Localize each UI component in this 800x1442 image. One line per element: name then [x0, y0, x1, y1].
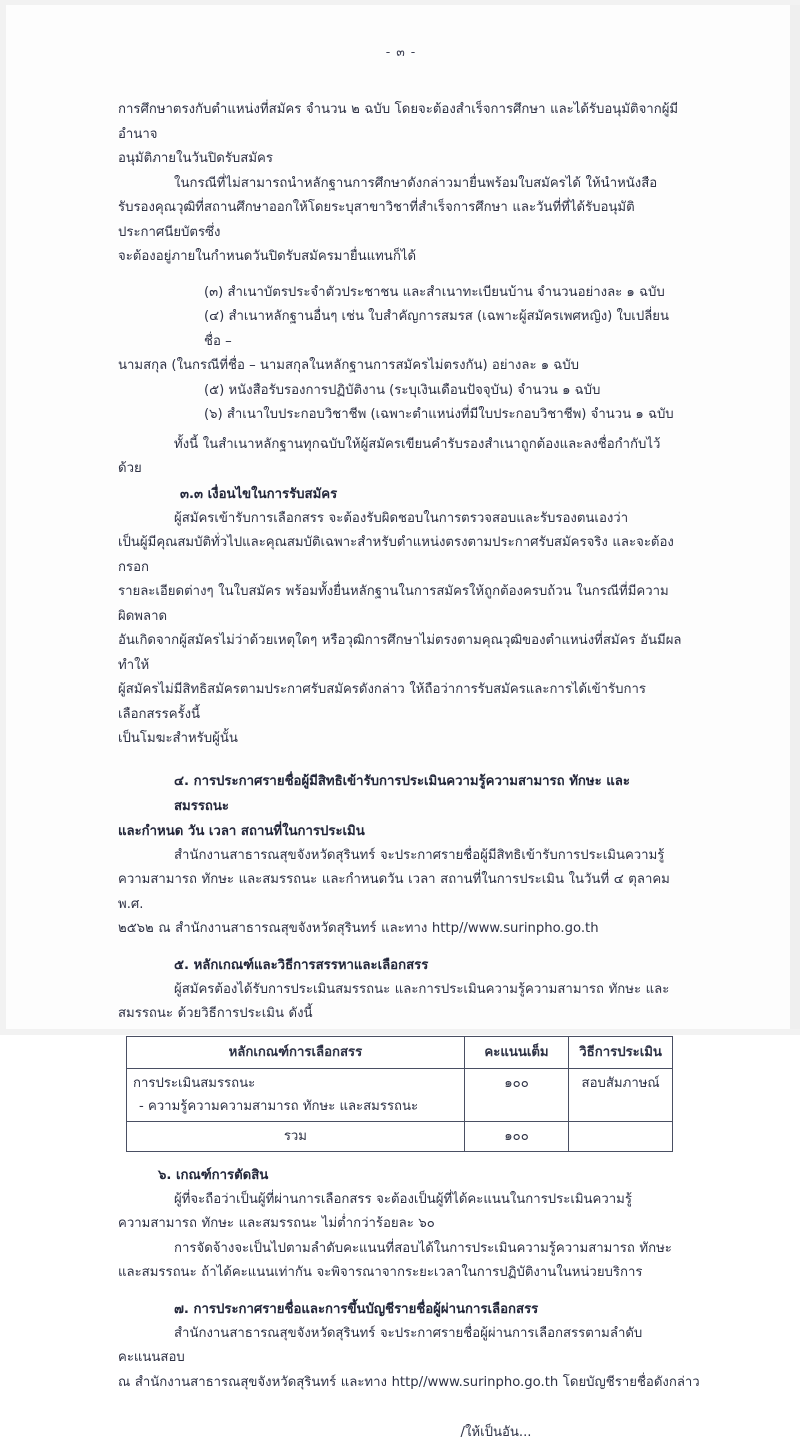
table-header-row [127, 1036, 673, 1068]
paragraph-certificate-case-line3: จะต้องอยู่ภายในกำหนดวันปิดรับสมัครมายื่นแทนก็ได้ [118, 249, 417, 264]
paragraph-7-line1: สำนักงานสาธารณสุขจังหวัดสุรินทร์ จะประกาศรายชื่อผู้ผ่านการเลือกสรรตามลำดับคะแนนสอบ [118, 1325, 643, 1365]
table-cell-method: สอบสัมภาษณ์ [569, 1068, 673, 1121]
paragraph-5-line2: สมรรถนะ ด้วยวิธีการประเมิน ดังนี้ [118, 1006, 313, 1021]
paragraph-continuation-line1: การศึกษาตรงกับตำแหน่งที่สมัคร จำนวน ๒ ฉบับ โดยจะต้องสำเร็จการศึกษา และได้รับอนุมัติจากผู้มีอำนาจ [118, 102, 679, 142]
paragraph-continuation-line2: อนุมัติภายในวันปิดรับสมัคร [118, 151, 273, 166]
scan-edge-right [790, 0, 800, 1035]
paragraph-3-3-line6: เป็นโมฆะสำหรับผู้นั้น [118, 731, 238, 746]
paragraph-3-3-line2: เป็นผู้มีคุณสมบัติทั่วไปและคุณสมบัติเฉพาะสำหรับตำแหน่งตรงตามประกาศรับสมัครจริง และจะต้องกรอก [118, 535, 674, 575]
paragraph-3-3-line4: อันเกิดจากผู้สมัครไม่ว่าด้วยเหตุใดๆ หรือวุฒิการศึกษาไม่ตรงตามคุณวุฒิของตำแหน่งที่สมัคร อันมีผลทำให้ [118, 633, 682, 673]
paragraph-3-3-line1: ผู้สมัครเข้ารับการเลือกสรร จะต้องรับผิดชอบในการตรวจสอบและรับรองตนเองว่า [174, 510, 629, 526]
paragraph-6-line3: การจัดจ้างจะเป็นไปตามลำดับคะแนนที่สอบได้ในการประเมินความรู้ความสามารถ ทักษะ [174, 1240, 672, 1256]
list-item-3: (๓) สำเนาบัตรประจำตัวประชาชน และสำเนาทะเบียนบ้าน จำนวนอย่างละ ๑ ฉบับ [204, 284, 665, 300]
table-cell-total-label: รวม [127, 1121, 465, 1151]
table-cell-criteria [127, 1068, 465, 1121]
scan-edge-left [0, 0, 6, 1035]
heading-section-6: ๖. เกณฑ์การตัดสิน [158, 1167, 269, 1183]
paragraph-6-line2: ความสามารถ ทักษะ และสมรรถนะ ไม่ต่ำกว่าร้อยละ ๖๐ [118, 1216, 435, 1231]
paragraph-4-line2: ความสามารถ ทักษะ และสมรรถนะ และกำหนดวัน เวลา สถานที่ในการประเมิน ในวันที่ ๔ ตุลาคม พ.ศ. [118, 872, 670, 912]
table-header-criteria: หลักเกณฑ์การเลือกสรร [127, 1036, 465, 1068]
list-item-6: (๖) สำเนาใบประกอบวิชาชีพ (เฉพาะตำแหน่งที่มีใบประกอบวิชาชีพ) จำนวน ๑ ฉบับ [204, 407, 674, 422]
paragraph-7-line2: ณ สำนักงานสาธารณสุขจังหวัดสุรินทร์ และทาง http//www.surinpho.go.th โดยบัญชีรายชื่อดังกล่าว [118, 1374, 700, 1390]
list-item-4: (๔) สำเนาหลักฐานอื่นๆ เช่น ใบสำคัญการสมรส (เฉพาะผู้สมัครเพศหญิง) ใบเปลี่ยนชื่อ – [204, 309, 670, 349]
paragraph-3-3-line3: รายละเอียดต่างๆ ในใบสมัคร พร้อมทั้งยื่นหลักฐานในการสมัครให้ถูกต้องครบถ้วน ในกรณีที่มีความผิดพลาด [118, 584, 669, 624]
paragraph-6-line1: ผู้ที่จะถือว่าเป็นผู้ที่ผ่านการเลือกสรร จะต้องเป็นผู้ที่ได้คะแนนในการประเมินความรู้ [174, 1191, 632, 1207]
heading-section-3-3: ๓.๓ เงื่อนไขในการรับสมัคร [180, 486, 338, 502]
page-number: - ๓ - [385, 44, 417, 59]
heading-section-4-line1: ๔. การประกาศรายชื่อผู้มีสิทธิเข้ารับการประเมินความรู้ความสามารถ ทักษะ และสมรรถนะ [174, 773, 630, 814]
paragraph-4-line1: สำนักงานสาธารณสุขจังหวัดสุรินทร์ จะประกาศรายชื่อผู้มีสิทธิเข้ารับการประเมินความรู้ [174, 847, 665, 863]
paragraph-3-3-line5: ผู้สมัครไม่มีสิทธิสมัครตามประกาศรับสมัครดังกล่าว ให้ถือว่าการรับสมัครและการได้เข้ารับการเลือกสรรครั้งนี้ [118, 682, 646, 722]
paragraph-certificate-case-line1: ในกรณีที่ไม่สามารถนำหลักฐานการศึกษาดังกล่าวมายื่นพร้อมใบสมัครได้ ให้นำหนังสือ [174, 175, 658, 191]
table-cell-total-score: ๑๐๐ [464, 1121, 568, 1151]
table-header-method: วิธีการประเมิน [569, 1036, 673, 1068]
list-item-4-wrap: นามสกุล (ในกรณีที่ชื่อ – นามสกุลในหลักฐานการสมัครไม่ตรงกัน) อย่างละ ๑ ฉบับ [118, 358, 580, 373]
page-content [118, 42, 700, 1442]
table-cell-score: ๑๐๐ [464, 1068, 568, 1121]
table-row [127, 1068, 673, 1121]
table-header-score: คะแนนเต็ม [464, 1036, 568, 1068]
paragraph-certificate-case-line2: รับรองคุณวุฒิที่สถานศึกษาออกให้โดยระบุสาขาวิชาที่สำเร็จการศึกษา และวันที่ที่ได้รับอนุมัติประกาศนียบัตรซึ่ง [118, 200, 635, 240]
criteria-sub-label: - ความรู้ความความสามารถ ทักษะ และสมรรถนะ [139, 1098, 419, 1114]
list-item-5: (๕) หนังสือรับรองการปฏิบัติงาน (ระบุเงินเดือนปัจจุบัน) จำนวน ๑ ฉบับ [204, 382, 601, 398]
criteria-main-label: การประเมินสมรรถนะ [133, 1075, 256, 1091]
scan-edge-top [0, 0, 800, 5]
heading-section-5: ๕. หลักเกณฑ์และวิธีการสรรหาและเลือกสรร [174, 957, 429, 973]
paragraph-copy-certification: ทั้งนี้ ในสำเนาหลักฐานทุกฉบับให้ผู้สมัครเขียนคำรับรองสำเนาถูกต้องและลงชื่อกำกับไว้ด้วย [118, 436, 661, 476]
paragraph-6-line4: และสมรรถนะ ถ้าได้คะแนนเท่ากัน จะพิจารณาจากระยะเวลาในการปฏิบัติงานในหน่วยบริการ [118, 1265, 643, 1280]
table-cell-total-method [569, 1121, 673, 1151]
table-row-total [127, 1121, 673, 1151]
page-continuation-note: /ให้เป็นอัน... [460, 1425, 532, 1440]
heading-section-7: ๗. การประกาศรายชื่อและการขึ้นบัญชีรายชื่อผู้ผ่านการเลือกสรร [174, 1301, 539, 1317]
paragraph-4-line3: ๒๕๖๒ ณ สำนักงานสาธารณสุขจังหวัดสุรินทร์ และทาง http//www.surinpho.go.th [118, 921, 599, 936]
paragraph-5-line1: ผู้สมัครต้องได้รับการประเมินสมรรถนะ และการประเมินความรู้ความสามารถ ทักษะ และ [174, 981, 670, 997]
criteria-table [126, 1036, 673, 1152]
heading-section-4-line2: และกำหนด วัน เวลา สถานที่ในการประเมิน [118, 823, 365, 839]
